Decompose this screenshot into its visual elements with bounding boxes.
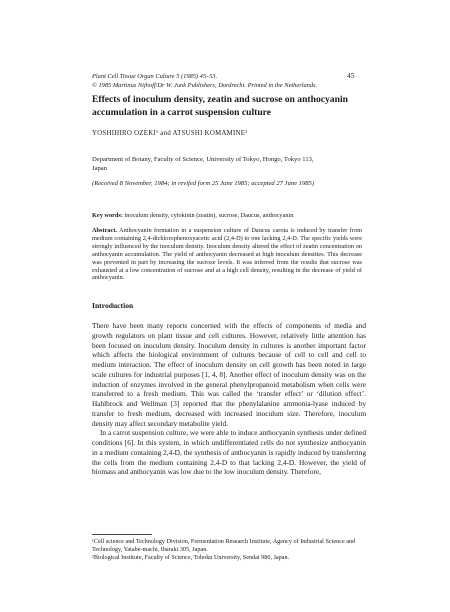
affiliation-line-2: Japan [92,165,108,172]
abstract-text: Anthocyanin formation in a suspension culture of Daucus carota is induced by transfer from medium containing 2,4-dichlorophenoxyacetic acid (2,4-D) to one lacking 2,4-D. The specific yields were strongly influenced by the inoculum density. Inoculum density altered the effect of zeatin concentration on anthocyanin accumulation. The yield of anthocyanin decreased at high inoculum densities. This decrease was prevented in part by increasing the sucrose levels. It was inferred from the results that sucrose was exhausted at a low concentration of sucrose and at a high cell density, resulting in the decrease of yield of anthocyanin. [92,227,362,282]
affiliation-line-1: Department of Botany, Faculty of Science, University of Tokyo, Hongo, Tokyo 113, [92,156,314,163]
abstract [92,227,362,282]
journal-citation [92,72,317,90]
article-title: Effects of inoculum density, zeatin and sucrose on anthocyanin accumulation in a carrot suspension culture [92,94,348,118]
footnote-2: ²Biological Institute, Faculty of Science, Tohoku University, Sendai 980, Japan. [92,553,290,561]
introduction-body [92,321,366,477]
keywords-label: Key words: [92,212,123,219]
footnote-1: ¹Cell science and Technology Division, Fermentation Research Institute, Agency of Industrial Science and Technology, Yatabe-machi, Ibaraki 305, Japan. [92,538,356,553]
received-dates: (Received 8 November, 1984; in revifed form 25 June 1985; accepted 27 June 1985) [92,180,315,187]
footnote-divider [92,534,152,535]
keywords [92,212,372,219]
page-number: 45 [347,71,355,80]
abstract-label: Abstract. [92,227,118,234]
affiliation [92,155,372,173]
introduction-heading: Introduction [92,301,134,310]
introduction-paragraph-1: There have been many reports concerned with the effects of components of media and growth regulators on plant tissue and cell cultures. However, relatively little attention has been focused on inoculum density. Inoculum density in cultures is another important factor which affects the biological environment of cultures because of cell to cell and cell to medium interaction. The effect of inoculum density on cell growth has been noted in large scale cultures for industrial purposes [1, 4, 8]. Another effect of inoculum density was on the induction of enzymes involved in the general phenylpropanoid metabolism when cells were transferred to a fresh medium. This was called the ‘transfer effect’ or ‘dilution effect’. Hahlbrock and Wellman [3] reported that the phenylalanine ammonia-lyase induced by transfer to fresh medium, decreased with increased inoculum size. Therefore, inoculum density may affect secondary metabolite yield. [92,321,366,428]
introduction-paragraph-2: In a carrot suspension culture, we were able to induce anthocyanin synthesis under defined conditions [6]. In this system, in which undifferentiated cells do not synthesize anthocyanin in a medium containing 2,4-D, the synthesis of anthocyanin is rapidly induced by transferring the cells from the medium containing 2,4-D to that lacking 2,4-D. However, the yield of biomass and anthocyanin was low due to the low inoculum density. Therefore, [92,428,366,477]
keywords-text: inoculum density, cytokinin (zeatin), sucrose, Daucus, anthocyanin [122,212,294,219]
journal-line-2: © 1985 Martinus Nijhoff/Dr W. Junk Publishers, Dordrecht. Printed in the Netherlands. [92,82,318,89]
journal-line-1: Plant Cell Tissue Organ Culture 5 (1985) 45–53. [92,73,218,80]
footnotes [92,534,366,562]
authors: YOSHIHIRO OZEKI¹ and ATSUSHI KOMAMINE² [92,130,248,137]
